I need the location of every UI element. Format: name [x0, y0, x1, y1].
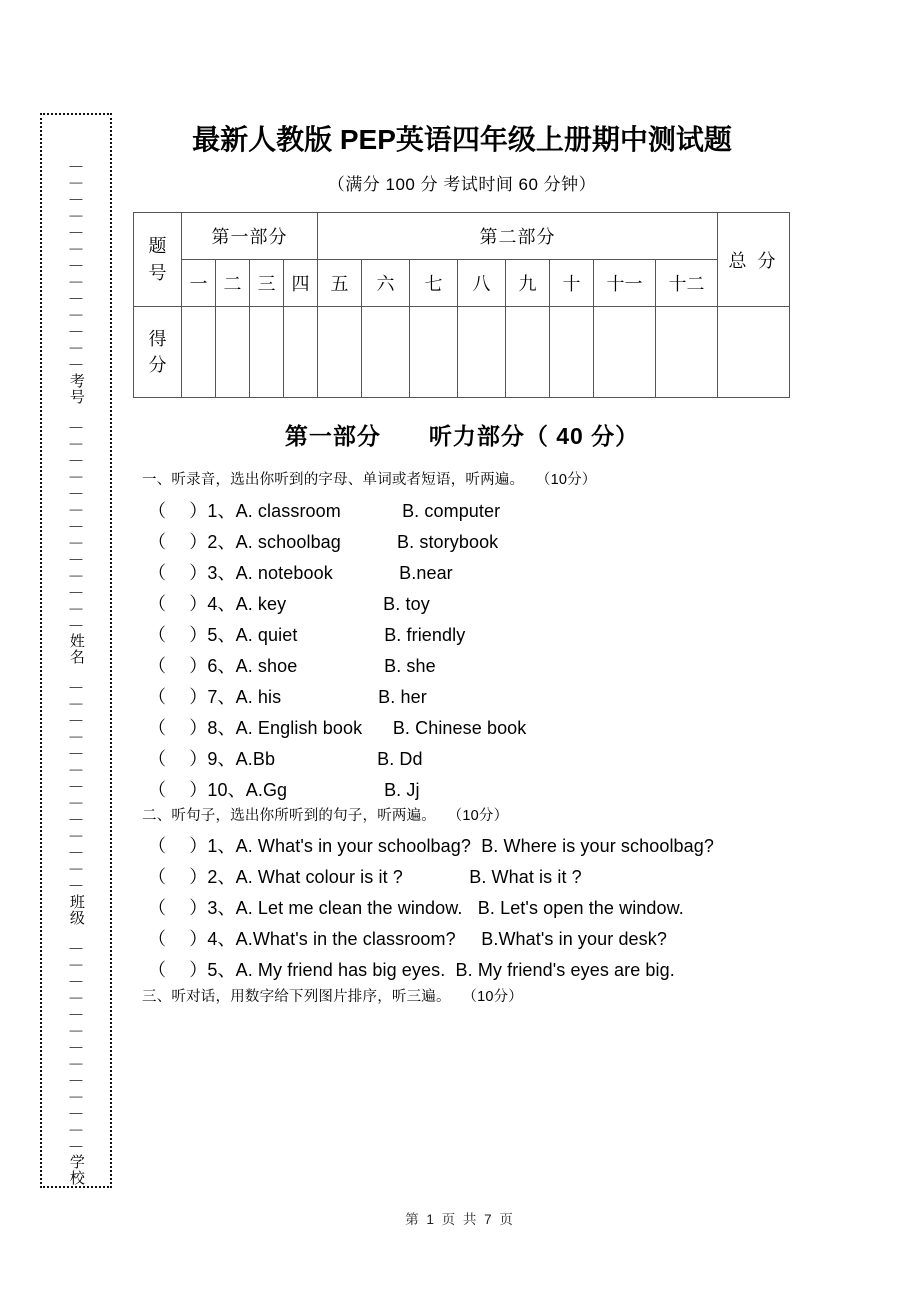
table-cell-qnum: 六: [362, 260, 410, 307]
q-gap: [462, 898, 477, 919]
score-entry-cell[interactable]: [458, 307, 506, 398]
question-item[interactable]: [148, 956, 675, 982]
seal-label-xuexiao: 学校: [67, 1154, 85, 1187]
score-entry-cell-total[interactable]: [718, 307, 790, 398]
q-number: （ ）5、: [148, 625, 236, 645]
table-label-timu: [134, 213, 182, 307]
table-cell-qnum: 三: [250, 260, 284, 307]
q-gap: [281, 687, 378, 708]
table-cell-qnum: 一: [182, 260, 216, 307]
q-gap: [341, 501, 402, 522]
table-group-total: 总 分: [718, 213, 790, 307]
seal-dashes-xingming: —————————————: [68, 418, 84, 634]
question-item[interactable]: [148, 832, 714, 858]
q-gap: [456, 929, 482, 950]
q-gap: [362, 718, 393, 739]
q-number: （ ）9、: [148, 749, 236, 769]
score-entry-cell[interactable]: [410, 307, 458, 398]
q-number: （ ）5、: [148, 960, 236, 980]
table-cell-qnum: 七: [410, 260, 458, 307]
score-summary-table: [133, 212, 790, 398]
q-gap: [445, 960, 455, 981]
q-gap: [471, 836, 481, 857]
q-number: （ ）2、: [148, 867, 236, 887]
q-option-a[interactable]: A.What's in the classroom?: [235, 929, 456, 949]
table-cell-qnum: 十: [550, 260, 594, 307]
question-item[interactable]: [148, 894, 684, 920]
table-label-timu-char2: 号: [148, 262, 167, 283]
score-entry-cell[interactable]: [362, 307, 410, 398]
q-number: （ ）8、: [148, 718, 236, 738]
question-item[interactable]: [148, 559, 453, 585]
q-option-a[interactable]: A. classroom: [235, 501, 341, 521]
table-group-part-two: 第二部分: [318, 213, 718, 260]
q-option-b[interactable]: B.What's in your desk?: [481, 929, 667, 949]
question-item[interactable]: [148, 714, 526, 740]
section-two-heading: 二、听句子，选出你所听到的句子，听两遍。 （10分）: [142, 808, 509, 824]
q-option-b[interactable]: B. What is it ?: [469, 867, 582, 887]
q-gap: [341, 532, 397, 553]
q-option-a[interactable]: A. his: [235, 687, 282, 707]
question-item[interactable]: [148, 683, 427, 709]
q-option-a[interactable]: A. Let me clean the window.: [235, 898, 463, 918]
q-option-a[interactable]: A. What colour is it ?: [235, 867, 403, 887]
q-option-b[interactable]: B. toy: [383, 594, 430, 614]
table-row-question-numbers: [134, 260, 790, 307]
q-option-b[interactable]: B. storybook: [397, 532, 499, 552]
q-number: （ ）3、: [148, 898, 236, 918]
table-label-defen-char1: 得: [148, 328, 167, 349]
score-entry-cell[interactable]: [284, 307, 318, 398]
question-item[interactable]: [148, 863, 582, 889]
q-option-b[interactable]: B. My friend's eyes are big.: [455, 960, 675, 980]
seal-label-xingming: 姓名: [67, 633, 85, 666]
score-entry-cell[interactable]: [216, 307, 250, 398]
table-cell-qnum: 四: [284, 260, 318, 307]
q-gap: [297, 625, 384, 646]
seal-field-xuexiao: [68, 940, 84, 1187]
q-number: （ ）1、: [148, 836, 236, 856]
section-one-heading: 一、听录音，选出你听到的字母、单词或者短语，听两遍。 （10分）: [142, 472, 597, 488]
score-entry-cell[interactable]: [550, 307, 594, 398]
table-cell-qnum: 十一: [594, 260, 656, 307]
seal-field-xingming: [68, 419, 84, 666]
page-subtitle: （满分 100 分 考试时间 60 分钟）: [327, 175, 597, 194]
q-option-a[interactable]: A. notebook: [235, 563, 333, 583]
q-gap: [333, 563, 399, 584]
q-gap: [403, 867, 469, 888]
q-gap: [297, 656, 384, 677]
seal-field-banji: [68, 679, 84, 926]
table-label-defen: [134, 307, 182, 398]
question-item[interactable]: [148, 745, 423, 771]
table-cell-qnum: 十二: [656, 260, 718, 307]
question-item[interactable]: [148, 776, 420, 802]
q-number: （ ）1、: [148, 501, 236, 521]
q-option-a[interactable]: A.Gg: [245, 780, 288, 800]
q-option-a[interactable]: A. My friend has big eyes.: [235, 960, 446, 980]
question-item[interactable]: [148, 652, 436, 678]
table-cell-qnum: 二: [216, 260, 250, 307]
seal-label-banji: 班级: [67, 893, 85, 926]
q-number: （ ）4、: [148, 929, 236, 949]
table-label-defen-char2: 分: [148, 355, 167, 375]
q-option-b[interactable]: B. friendly: [384, 625, 466, 645]
seal-dashes-kaohao: —————————————: [68, 158, 84, 373]
q-number: （ ）4、: [148, 594, 236, 614]
q-option-a[interactable]: A. quiet: [235, 625, 298, 645]
question-item[interactable]: [148, 621, 465, 647]
q-number: （ ）7、: [148, 687, 236, 707]
seal-dashes-xuexiao: —————————————: [68, 939, 84, 1155]
exam-seal-bar: [40, 113, 112, 1188]
table-cell-qnum: 九: [506, 260, 550, 307]
question-item[interactable]: [148, 528, 498, 554]
q-number: （ ）10、: [148, 780, 246, 800]
q-option-a[interactable]: A. key: [235, 594, 287, 614]
score-entry-cell[interactable]: [182, 307, 216, 398]
table-row-scores: [134, 307, 790, 398]
score-entry-cell[interactable]: [656, 307, 718, 398]
score-entry-cell[interactable]: [318, 307, 362, 398]
q-option-b[interactable]: B. computer: [402, 501, 501, 521]
question-item[interactable]: [148, 497, 500, 523]
q-option-a[interactable]: A. schoolbag: [235, 532, 341, 552]
part-one-heading: 第一部分 听力部分（ 40 分）: [284, 423, 640, 449]
q-option-b[interactable]: B. Jj: [384, 780, 420, 800]
q-gap: [275, 749, 377, 770]
score-entry-cell[interactable]: [506, 307, 550, 398]
table-cell-qnum: 八: [458, 260, 506, 307]
page-title: 最新人教版 PEP英语四年级上册期中测试题: [192, 124, 732, 155]
table-cell-qnum: 五: [318, 260, 362, 307]
q-option-b[interactable]: B. her: [378, 687, 427, 707]
q-option-a[interactable]: A. What's in your schoolbag?: [235, 836, 471, 856]
score-entry-cell[interactable]: [250, 307, 284, 398]
q-number: （ ）2、: [148, 532, 236, 552]
table-group-part-one: 第一部分: [182, 213, 318, 260]
q-number: （ ）3、: [148, 563, 236, 583]
q-gap: [286, 594, 383, 615]
q-option-b[interactable]: B.near: [399, 563, 453, 583]
table-label-timu-char1: 题: [148, 236, 167, 257]
q-option-b[interactable]: B. Dd: [377, 749, 423, 769]
q-option-b[interactable]: B. she: [384, 656, 436, 676]
q-number: （ ）6、: [148, 656, 236, 676]
table-row-group-headers: [134, 213, 790, 260]
seal-label-kaohao: 考号: [67, 372, 85, 405]
question-item[interactable]: [148, 590, 430, 616]
q-option-a[interactable]: A. shoe: [235, 656, 298, 676]
question-item[interactable]: [148, 925, 667, 951]
q-option-b[interactable]: B. Chinese book: [392, 718, 527, 738]
seal-field-kaohao: [68, 158, 84, 405]
q-option-b[interactable]: B. Where is your schoolbag?: [481, 836, 715, 856]
q-option-a[interactable]: A. English book: [235, 718, 363, 738]
score-entry-cell[interactable]: [594, 307, 656, 398]
q-option-b[interactable]: B. Let's open the window.: [477, 898, 684, 918]
section-three-heading: 三、听对话，用数字给下列图片排序，听三遍。 （10分）: [142, 989, 524, 1005]
q-gap: [287, 780, 384, 801]
q-option-a[interactable]: A.Bb: [235, 749, 276, 769]
page-footer: 第 1 页 共 7 页: [405, 1212, 515, 1227]
seal-dashes-banji: —————————————: [68, 679, 84, 894]
seal-bar-content: [42, 115, 110, 1186]
